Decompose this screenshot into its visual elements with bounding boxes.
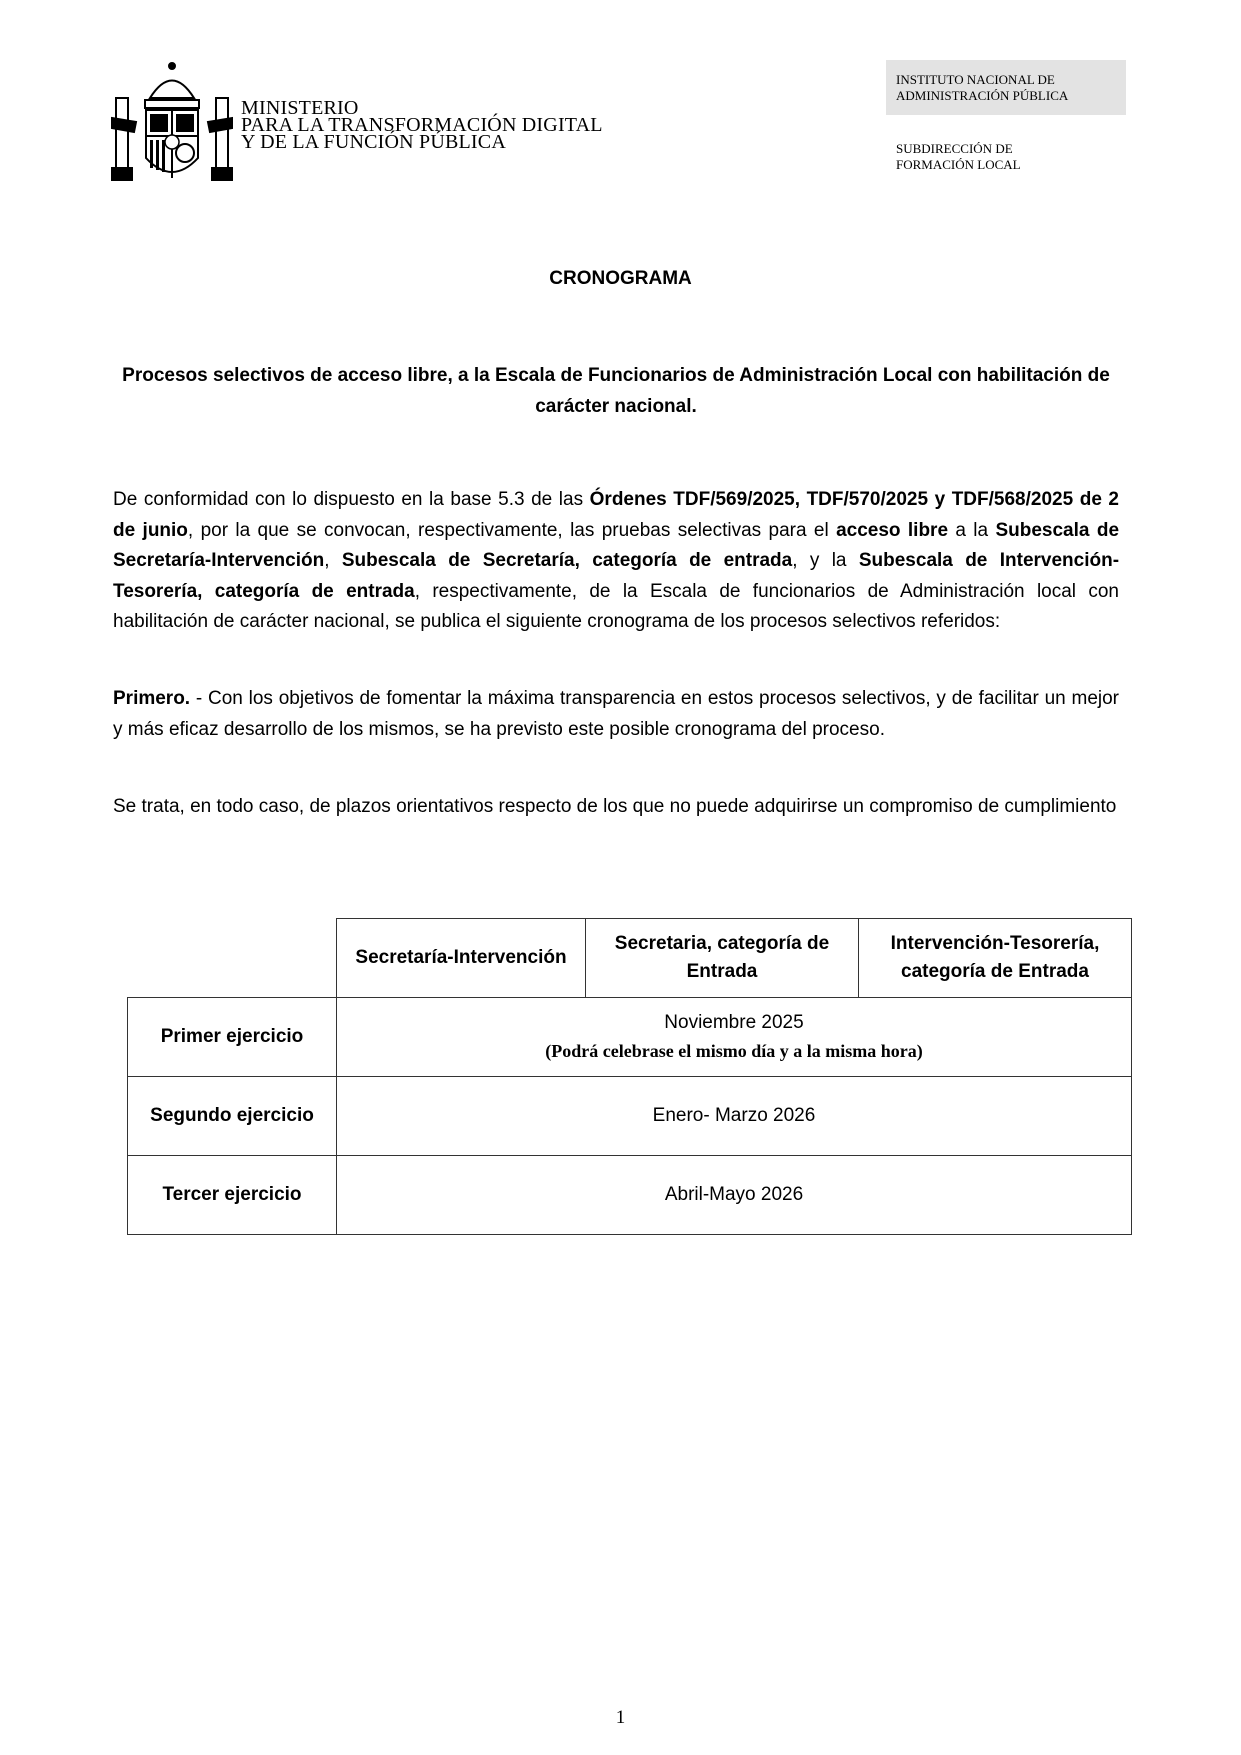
row-label: Segundo ejercicio bbox=[128, 1077, 337, 1156]
coat-of-arms-icon bbox=[110, 58, 235, 186]
table-row bbox=[128, 1077, 1132, 1156]
table-header-row bbox=[128, 919, 1132, 998]
text: , por la que se convocan, respectivamente, las pruebas selectivas para el bbox=[187, 519, 837, 541]
text: De conformidad con lo dispuesto en la base 5.3 de las bbox=[113, 489, 590, 510]
row-value: Abril-Mayo 2026 bbox=[337, 1156, 1132, 1235]
row-value: Enero- Marzo 2026 bbox=[337, 1077, 1132, 1156]
ministry-line: MINISTERIO bbox=[241, 97, 359, 119]
subdirection-label bbox=[896, 141, 1021, 173]
row-label: Primer ejercicio bbox=[128, 998, 337, 1077]
text: , bbox=[324, 550, 342, 571]
empty-corner-cell bbox=[128, 919, 337, 998]
document-subtitle: Procesos selectivos de acceso libre, a la Escala de Funcionarios de Administración Local con habilitación de carácter nacional. bbox=[122, 365, 1110, 417]
bold-text: Subescala de Secretaría-Intervención bbox=[113, 519, 1120, 571]
ministry-line: Y DE LA FUNCIÓN PÚBLICA bbox=[241, 131, 506, 153]
page-number: 1 bbox=[615, 1707, 626, 1728]
ministry-name bbox=[241, 97, 603, 153]
intro-paragraph bbox=[113, 485, 1119, 638]
text: a la bbox=[948, 519, 996, 541]
table-row bbox=[128, 1156, 1132, 1235]
subdirection-line: FORMACIÓN LOCAL bbox=[896, 157, 1021, 172]
institute-line: ADMINISTRACIÓN PÚBLICA bbox=[896, 88, 1069, 103]
text: , y la bbox=[792, 550, 859, 571]
schedule-table bbox=[127, 918, 1132, 1235]
table-row bbox=[128, 998, 1132, 1077]
column-header: Secretaria, categoría de Entrada bbox=[586, 919, 859, 998]
bold-text: Subescala de Secretaría, categoría de entrada bbox=[341, 550, 793, 571]
bold-text: acceso libre bbox=[836, 519, 949, 541]
institute-label bbox=[886, 60, 1126, 115]
bold-text: Primero. bbox=[113, 688, 191, 709]
row-label: Tercer ejercicio bbox=[128, 1156, 337, 1235]
ministry-line: PARA LA TRANSFORMACIÓN DIGITAL bbox=[241, 114, 603, 136]
column-header: Intervención-Tesorería, categoría de Entrada bbox=[859, 919, 1132, 998]
document-title: CRONOGRAMA bbox=[549, 268, 692, 289]
row-value bbox=[337, 998, 1132, 1077]
institute-line: INSTITUTO NACIONAL DE bbox=[896, 72, 1055, 87]
text: - Con los objetivos de fomentar la máxima transparencia en estos procesos selectivos, y de facilitar un mejor y más eficaz desarrollo de los mismos, se ha previsto este posible cronograma del proceso. bbox=[113, 688, 1119, 740]
column-header: Secretaría-Intervención bbox=[337, 919, 586, 998]
value-text: Noviembre 2025 bbox=[664, 1012, 804, 1033]
value-note: (Podrá celebrase el mismo día y a la misma hora) bbox=[545, 1041, 923, 1061]
disclaimer-paragraph: Se trata, en todo caso, de plazos orientativos respecto de los que no puede adquirirse un compromiso de cumplimiento bbox=[113, 796, 1117, 817]
primero-paragraph bbox=[113, 684, 1119, 745]
subdirection-line: SUBDIRECCIÓN DE bbox=[896, 141, 1013, 156]
orders-reference: Órdenes TDF/569/2025, TDF/570/2025 y TDF/568/2025 de 2 de junio bbox=[113, 489, 1119, 541]
text: , respectivamente, de la Escala de funcionarios de Administración local con habilitación de carácter nacional, se publica el siguiente cronograma de los procesos selectivos referidos: bbox=[113, 580, 1119, 632]
bold-text: Subescala de Intervención-Tesorería, categoría de entrada bbox=[113, 550, 1120, 602]
